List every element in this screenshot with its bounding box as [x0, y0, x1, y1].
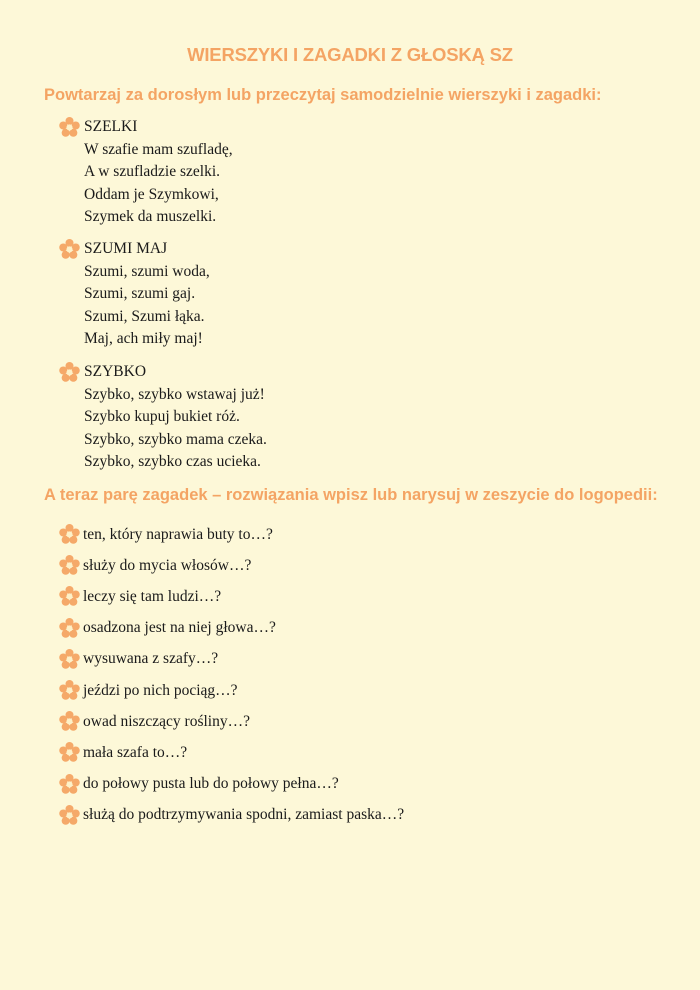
riddle-text: ten, który naprawia buty to…? [83, 525, 273, 543]
poem-lines [84, 139, 233, 228]
riddle-text: leczy się tam ludzi…? [83, 587, 222, 605]
poem-line: Szybko kupuj bukiet róż. [84, 408, 240, 426]
riddle-item [58, 769, 404, 800]
riddle-item [58, 706, 404, 737]
flower-icon [58, 238, 81, 261]
poem-title: SZUMI MAJ [84, 240, 168, 257]
riddle-item [58, 737, 404, 768]
flower-icon [58, 617, 81, 640]
poem-szelki [58, 117, 233, 228]
riddle-list [58, 519, 404, 831]
flower-icon [58, 773, 81, 796]
flower-icon [58, 804, 81, 827]
poem-line: Szumi, Szumi łąka. [84, 307, 205, 325]
riddles-instruction: A teraz parę zagadek – rozwiązania wpisz lub narysuj w zeszycie do logopedii: [44, 486, 658, 504]
poem-line: Szumi, szumi woda, [84, 263, 210, 280]
flower-icon [58, 361, 81, 384]
poems-instruction: Powtarzaj za dorosłym lub przeczytaj samodzielnie wierszyki i zagadki: [44, 86, 602, 104]
flower-icon [58, 710, 81, 733]
riddle-text: służą do podtrzymywania spodni, zamiast paska…? [83, 806, 405, 824]
riddle-text: osadzona jest na niej głowa…? [83, 619, 276, 637]
poem-line: Szymek da muszelki. [84, 207, 217, 225]
poem-line: Szybko, szybko mama czeka. [84, 430, 267, 448]
poem-line: Szybko, szybko wstawaj już! [84, 386, 265, 403]
poem-line: Oddam je Szymkowi, [84, 185, 219, 203]
riddle-text: do połowy pusta lub do połowy pełna…? [83, 775, 339, 793]
poem-line: Szybko, szybko czas ucieka. [84, 452, 261, 470]
flower-icon [58, 523, 81, 546]
poem-line: Maj, ach miły maj! [84, 329, 203, 347]
riddle-item [58, 581, 404, 612]
poem-lines [84, 261, 210, 350]
flower-icon [58, 679, 81, 702]
poem-lines [84, 384, 267, 473]
flower-icon [58, 554, 81, 577]
poem-line: W szafie mam szufladę, [84, 141, 233, 158]
riddle-item [58, 800, 404, 831]
poem-heading [58, 239, 210, 259]
poem-title: SZELKI [84, 118, 138, 135]
riddle-item [58, 519, 404, 550]
flower-icon [58, 741, 81, 764]
riddle-item [58, 613, 404, 644]
poem-heading [58, 362, 267, 382]
riddle-text: mała szafa to…? [83, 743, 188, 761]
poem-szumi-maj [58, 239, 210, 350]
riddle-text: wysuwana z szafy…? [83, 650, 219, 668]
poem-szybko [58, 362, 267, 473]
riddle-text: służy do mycia włosów…? [83, 556, 252, 574]
poem-line: Szumi, szumi gaj. [84, 285, 196, 303]
riddle-item [58, 550, 404, 581]
riddle-text: jeździ po nich pociąg…? [83, 681, 238, 699]
flower-icon [58, 648, 81, 671]
page-title: WIERSZYKI I ZAGADKI Z GŁOSKĄ SZ [187, 44, 513, 65]
riddle-item [58, 644, 404, 675]
flower-icon [58, 116, 81, 139]
flower-icon [58, 585, 81, 608]
poem-title: SZYBKO [84, 363, 147, 380]
poem-heading [58, 117, 233, 137]
poem-line: A w szufladzie szelki. [84, 163, 221, 181]
riddle-text: owad niszczący rośliny…? [83, 712, 250, 730]
riddle-item [58, 675, 404, 706]
